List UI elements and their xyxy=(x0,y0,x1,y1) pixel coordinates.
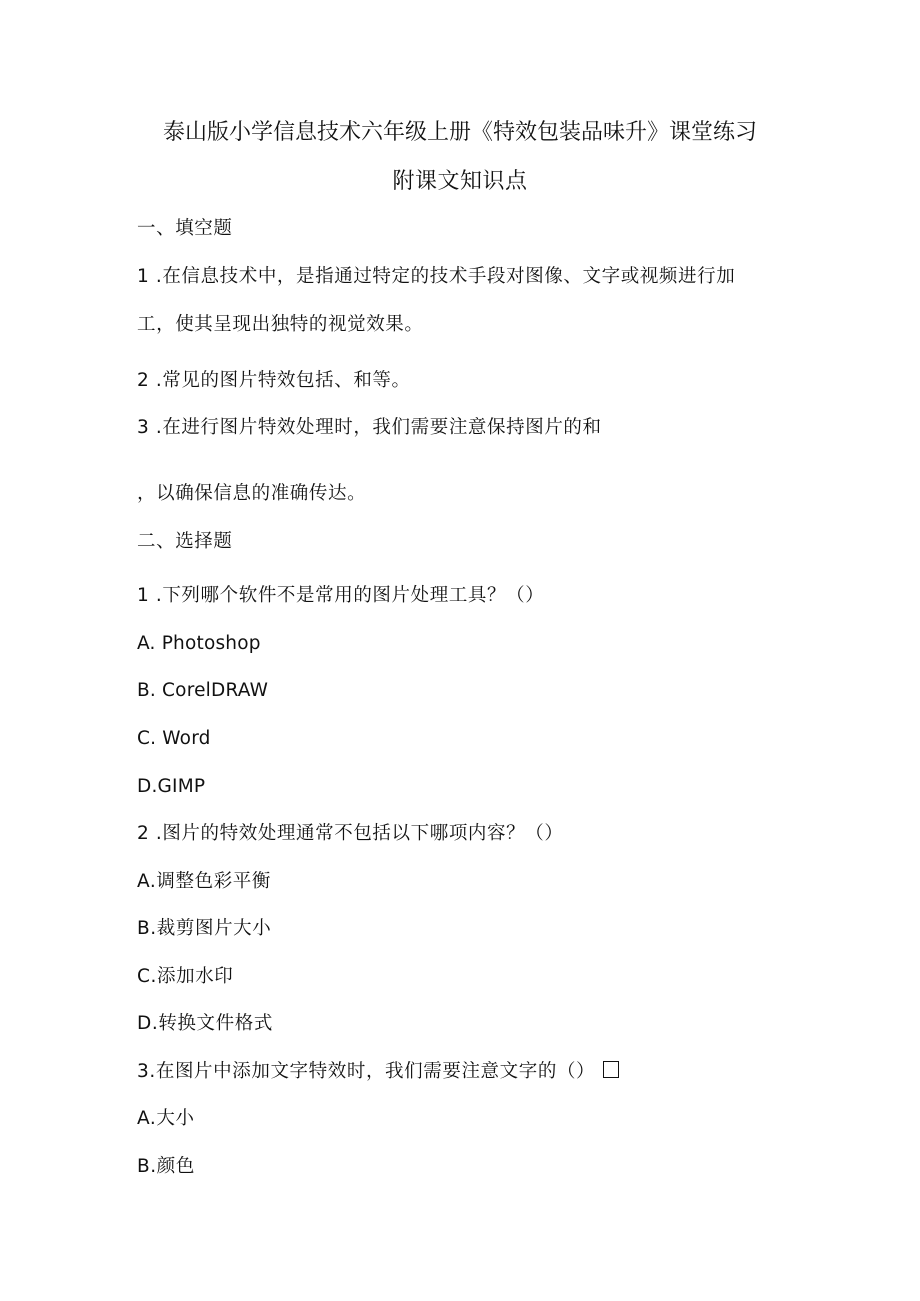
choice-2-option-c: C.添加水印 xyxy=(137,966,234,987)
choice-question-3-row xyxy=(137,1060,619,1084)
empty-box-icon xyxy=(603,1061,619,1078)
choice-3-option-a: A.大小 xyxy=(137,1108,195,1129)
choice-1-option-d: D.GIMP xyxy=(137,776,206,797)
fill-question-3-line-2: ，以确保信息的准确传达。 xyxy=(137,483,367,504)
choice-question-1: 1 .下列哪个软件不是常用的图片处理工具？（） xyxy=(137,585,545,606)
document-subtitle: 附课文知识点 xyxy=(392,169,528,194)
document-title: 泰山版小学信息技术六年级上册《特效包装品味升》课堂练习 xyxy=(162,120,757,145)
choice-1-option-a: A. Photoshop xyxy=(137,633,261,654)
fill-question-1-line-1: 1 .在信息技术中，是指通过特定的技术手段对图像、文字或视频进行加 xyxy=(137,266,736,287)
choice-3-option-b: B.颜色 xyxy=(137,1156,195,1177)
fill-question-2: 2 .常见的图片特效包括、和等。 xyxy=(137,370,411,391)
choice-2-option-b: B.裁剪图片大小 xyxy=(137,918,272,939)
choice-2-option-d: D.转换文件格式 xyxy=(137,1013,273,1034)
choice-question-2: 2 .图片的特效处理通常不包括以下哪项内容？（） xyxy=(137,823,564,844)
fill-question-1-line-2: 工，使其呈现出独特的视觉效果。 xyxy=(137,314,424,335)
choice-question-3: 3.在图片中添加文字特效时，我们需要注意文字的（） xyxy=(137,1061,596,1082)
choice-2-option-a: A.调整色彩平衡 xyxy=(137,871,272,892)
fill-question-3-line-1: 3 .在进行图片特效处理时，我们需要注意保持图片的和 xyxy=(137,417,602,438)
choice-1-option-c: C. Word xyxy=(137,728,211,749)
choice-1-option-b: B. CorelDRAW xyxy=(137,680,269,701)
section-heading-choice: 二、选择题 xyxy=(137,531,233,552)
section-heading-fill-blank: 一、填空题 xyxy=(137,218,233,239)
